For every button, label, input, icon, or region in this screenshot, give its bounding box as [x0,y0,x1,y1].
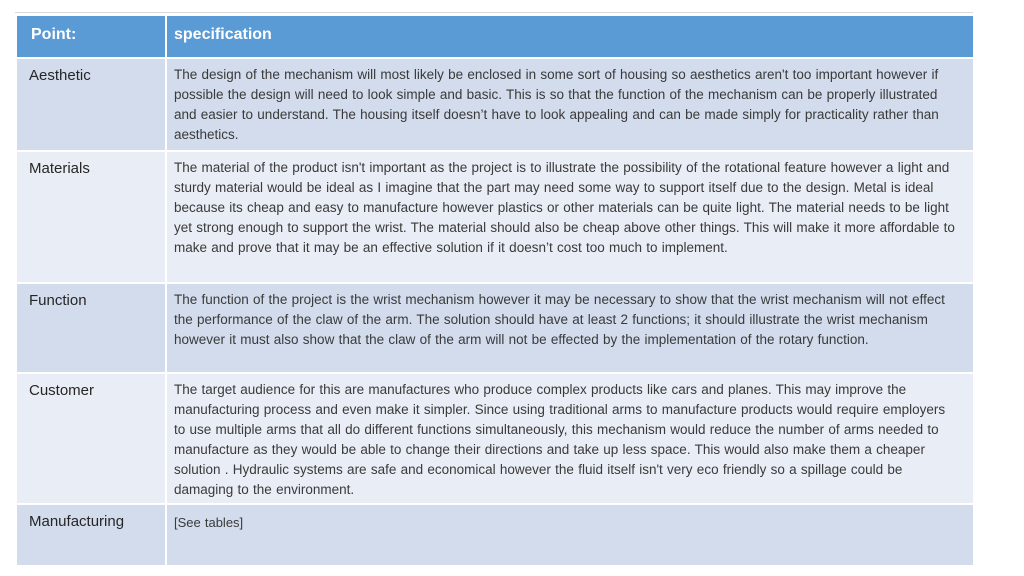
table-row-manufacturing [17,505,973,565]
column-header-point: Point: [17,16,165,57]
table-row-function [17,284,973,372]
row-label-aesthetic: Aesthetic [17,59,165,150]
row-label-customer: Customer [17,374,165,503]
row-spec-aesthetic: The design of the mechanism will most likely be enclosed in some sort of housing so aesthetics aren't too important however if possible the design will need to look simple and basic. This is so that the function of the mechanism can be properly illustrated and easier to understand. The housing itself doesn’t have to look appealing and can be made simply for practicality rather than aesthetics. [167,59,973,150]
table-row-customer [17,374,973,503]
table-row-aesthetic [17,59,973,150]
specification-table [17,16,973,565]
slide-top-edge-line [15,12,973,13]
column-header-specification: specification [167,16,973,57]
table-header-row [17,16,973,57]
row-label-manufacturing: Manufacturing [17,505,165,565]
row-label-function: Function [17,284,165,372]
row-spec-materials: The material of the product isn't important as the project is to illustrate the possibility of the rotational feature however a light and sturdy material would be ideal as I imagine that the part may need some way to support itself due to the design. Metal is ideal because its cheap and easy to manufacture however plastics or other materials can be quite light. The material needs to be light yet strong enough to support the wrist. The material should also be cheap above other things. This will make it more affordable to make and prove that it may be an effective solution if it doesn’t cost too much to implement. [167,152,973,282]
row-label-materials: Materials [17,152,165,282]
row-spec-manufacturing: [See tables] [167,505,973,565]
table-row-materials [17,152,973,282]
row-spec-customer: The target audience for this are manufactures who produce complex products like cars and planes. This may improve the manufacturing process and even make it simpler. Since using traditional arms to manufacture products would require employers to use multiple arms that all do different functions simultaneously, this mechanism would reduce the number of arms needed to manufacture as they would be able to change their directions and take up less space. This would also make them a cheaper solution . Hydraulic systems are safe and economical however the fluid itself isn't very eco friendly so a spillage could be damaging to the environment. [167,374,973,503]
row-spec-function: The function of the project is the wrist mechanism however it may be necessary to show that the wrist mechanism will not effect the performance of the claw of the arm. The solution should have at least 2 functions; it should illustrate the wrist mechanism however it must also show that the claw of the arm will not be effected by the implementation of the rotary function. [167,284,973,372]
